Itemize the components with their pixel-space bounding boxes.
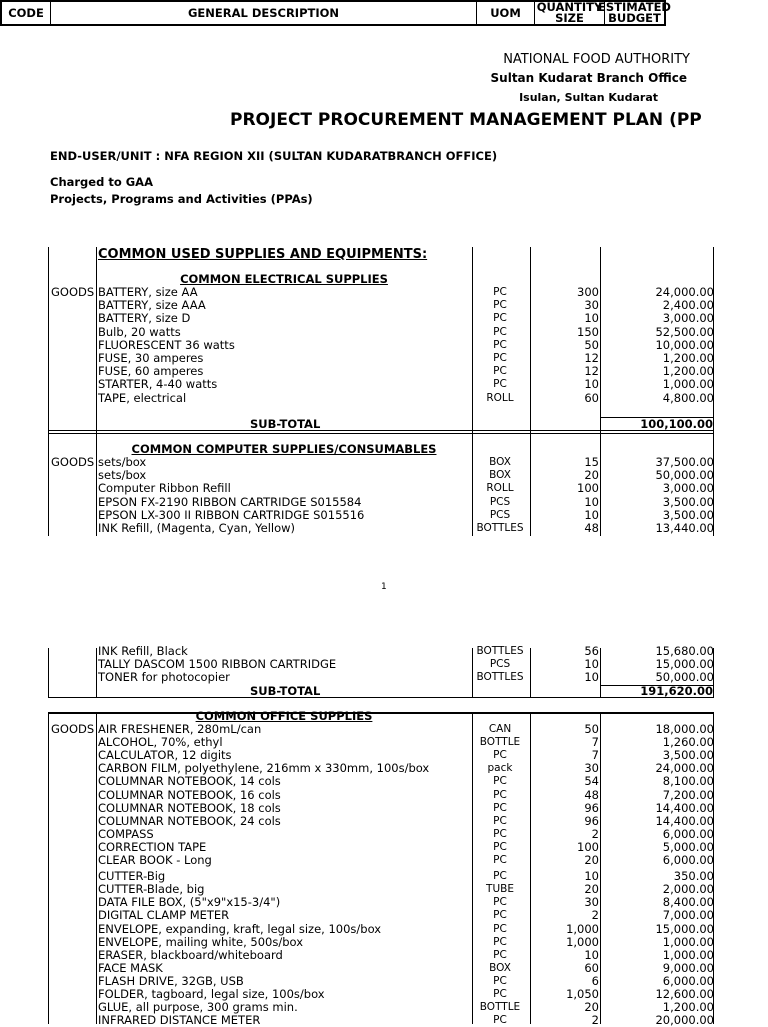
row-budget: 1,260.00 <box>662 735 714 750</box>
table-row <box>51 339 714 352</box>
row-description: FLASH DRIVE, 32GB, USB <box>98 973 244 988</box>
row-uom: CAN <box>488 723 512 735</box>
row-description: TALLY DASCOM 1500 RIBBON CARTRIDGE <box>98 657 337 672</box>
row-budget: 1,000.00 <box>662 947 714 962</box>
row-budget: 4,800.00 <box>662 390 714 405</box>
page-title: PROJECT PROCUREMENT MANAGEMENT PLAN (PP <box>230 110 702 130</box>
row-description: ENVELOPE, expanding, kraft, legal size, 100s/box <box>98 921 382 936</box>
ppa-line: Projects, Programs and Activities (PPAs) <box>50 192 313 206</box>
row-quantity: 20 <box>584 1000 599 1015</box>
row-budget: 3,000.00 <box>662 481 714 496</box>
table-border-left-p2 <box>48 648 49 698</box>
table-row <box>51 522 714 535</box>
row-quantity: 1,050 <box>566 987 599 1001</box>
table-row <box>51 988 714 1001</box>
row-quantity: 50 <box>584 722 599 736</box>
row-budget: 18,000.00 <box>655 722 714 736</box>
row-budget: 12,600.00 <box>655 987 714 1001</box>
row-budget: 7,200.00 <box>662 787 714 802</box>
column-header-description: GENERAL DESCRIPTION <box>50 2 476 24</box>
table-row <box>51 870 714 883</box>
row-description: EPSON FX-2190 RIBBON CARTRIDGE S015584 <box>98 494 362 509</box>
row-description: ERASER, blackboard/whiteboard <box>98 947 283 962</box>
row-budget: 1,000.00 <box>662 377 714 392</box>
table-row <box>51 762 714 775</box>
row-description: CUTTER-Big <box>98 869 166 884</box>
table-row <box>51 949 714 962</box>
row-uom: PC <box>493 827 507 840</box>
table-row <box>51 815 714 828</box>
row-budget: 3,000.00 <box>662 311 714 326</box>
row-uom: PC <box>493 870 507 883</box>
row-quantity: 100 <box>577 839 599 854</box>
category-computer: COMMON COMPUTER SUPPLIES/CONSUMABLES <box>131 442 437 456</box>
row-uom: TUBE <box>486 883 514 896</box>
row-description: CORRECTION TAPE <box>98 839 207 854</box>
row-quantity: 20 <box>584 468 599 483</box>
row-quantity: 48 <box>584 521 599 535</box>
row-quantity: 100 <box>577 481 599 496</box>
row-uom: BOX <box>489 961 511 974</box>
row-budget: 10,000.00 <box>655 337 714 352</box>
row-quantity: 96 <box>584 800 599 815</box>
row-quantity: 1,000 <box>566 934 599 949</box>
table-row <box>51 883 714 896</box>
row-quantity: 7 <box>591 735 599 750</box>
column-header-quantity: QUANTITY SIZE <box>534 2 604 24</box>
row-uom: BOX <box>489 469 511 482</box>
table-row <box>51 365 714 378</box>
table-row <box>51 896 714 909</box>
table-row <box>51 789 714 802</box>
category-office: COMMON OFFICE SUPPLIES <box>195 709 373 723</box>
row-quantity: 20 <box>584 882 599 897</box>
row-description: INK Refill, Black <box>98 644 188 658</box>
row-quantity: 10 <box>584 869 599 884</box>
row-budget: 3,500.00 <box>662 494 714 509</box>
table-row <box>51 1001 714 1014</box>
table-row <box>51 854 714 867</box>
row-budget: 2,400.00 <box>662 298 714 313</box>
row-uom: PC <box>493 814 507 827</box>
table-row <box>51 299 714 312</box>
table-row <box>51 736 714 749</box>
row-uom: PC <box>493 352 507 364</box>
row-quantity: 96 <box>584 813 599 828</box>
row-budget: 14,400.00 <box>655 800 714 815</box>
row-quantity: 30 <box>584 761 599 776</box>
row-uom: ROLL <box>486 391 514 404</box>
row-budget: 3,500.00 <box>662 748 714 763</box>
row-budget: 1,000.00 <box>662 934 714 949</box>
row-budget: 15,680.00 <box>655 644 714 658</box>
row-uom: PC <box>493 909 507 922</box>
row-budget: 15,000.00 <box>655 657 714 672</box>
row-quantity: 56 <box>584 644 599 658</box>
row-budget: 24,000.00 <box>655 285 714 299</box>
row-budget: 2,000.00 <box>662 882 714 897</box>
row-description: INFRARED DISTANCE METER <box>98 1013 261 1027</box>
row-budget: 14,400.00 <box>655 813 714 828</box>
row-description: INK Refill, (Magenta, Cyan, Yellow) <box>98 521 296 535</box>
table-row <box>51 469 714 482</box>
table-row <box>51 936 714 949</box>
row-budget: 6,000.00 <box>662 973 714 988</box>
branch-name: Sultan Kudarat Branch Office <box>490 71 687 85</box>
row-budget: 20,000.00 <box>655 1013 714 1027</box>
row-budget: 7,000.00 <box>662 908 714 923</box>
table-row <box>51 326 714 339</box>
table-row <box>51 658 714 671</box>
row-description: EPSON LX-300 II RIBBON CARTRIDGE S015516 <box>98 507 365 522</box>
table-row <box>51 802 714 815</box>
row-budget: 3,500.00 <box>662 507 714 522</box>
table-row <box>51 841 714 854</box>
row-quantity: 20 <box>584 853 599 867</box>
row-description: COLUMNAR NOTEBOOK, 16 cols <box>98 787 281 802</box>
row-description: CALCULATOR, 12 digits <box>98 748 232 763</box>
subtotal-rule-bottom <box>48 433 714 434</box>
row-description: GLUE, all purpose, 300 grams min. <box>98 1000 298 1015</box>
row-uom: PCS <box>489 508 511 521</box>
row-uom: PC <box>493 299 507 312</box>
row-description: BATTERY, size D <box>98 311 191 326</box>
table-row <box>51 509 714 522</box>
category-electrical: COMMON ELECTRICAL SUPPLIES <box>180 272 388 286</box>
table-row <box>51 352 714 365</box>
row-quantity: 10 <box>584 670 599 685</box>
row-uom: PC <box>493 788 507 801</box>
row-quantity: 30 <box>584 298 599 313</box>
row-quantity: 1,000 <box>566 921 599 936</box>
row-description: DIGITAL CLAMP METER <box>98 908 230 923</box>
row-description: Computer Ribbon Refill <box>98 481 231 496</box>
row-quantity: 10 <box>584 947 599 962</box>
row-budget: 50,000.00 <box>655 468 714 483</box>
row-description: TONER for photocopier <box>98 670 230 685</box>
row-uom: BOX <box>489 456 511 468</box>
row-uom: PC <box>493 974 507 987</box>
table-row <box>51 723 714 736</box>
row-description: FUSE, 30 amperes <box>98 351 204 365</box>
row-uom: PC <box>493 775 507 788</box>
row-uom: BOTTLES <box>476 671 524 684</box>
row-description: COLUMNAR NOTEBOOK, 14 cols <box>98 774 281 789</box>
subtotal-value-electrical: 100,100.00 <box>640 417 713 431</box>
row-uom: PC <box>493 840 507 853</box>
column-header-code: CODE <box>8 5 44 20</box>
row-quantity: 2 <box>591 1013 599 1027</box>
table-row <box>51 482 714 495</box>
table-row <box>51 378 714 391</box>
row-budget: 1,200.00 <box>662 1000 714 1015</box>
row-description: AIR FRESHENER, 280mL/can <box>98 722 262 736</box>
row-quantity: 300 <box>577 285 599 299</box>
row-description: FOLDER, tagboard, legal size, 100s/box <box>98 987 325 1001</box>
row-quantity: 12 <box>584 364 599 379</box>
branch-location: Isulan, Sultan Kudarat <box>519 91 658 104</box>
row-uom: PC <box>493 365 507 378</box>
row-description: CARBON FILM, polyethylene, 216mm x 330mm, 100s/box <box>98 761 430 776</box>
table-row <box>51 456 714 469</box>
table-row <box>51 312 714 325</box>
subtotal-rule-p2 <box>48 697 714 698</box>
row-description: COLUMNAR NOTEBOOK, 18 cols <box>98 800 281 815</box>
row-quantity: 10 <box>584 507 599 522</box>
row-quantity: 48 <box>584 787 599 802</box>
subtotal-rule-top <box>48 430 714 431</box>
row-quantity: 6 <box>591 973 599 988</box>
row-budget: 6,000.00 <box>662 826 714 841</box>
row-budget: 9,000.00 <box>662 960 714 975</box>
row-budget: 1,200.00 <box>662 364 714 379</box>
table-row <box>51 975 714 988</box>
row-description: STARTER, 4-40 watts <box>98 377 218 392</box>
row-budget: 15,000.00 <box>655 921 714 936</box>
row-code: GOODS <box>51 455 95 469</box>
table-row <box>51 909 714 922</box>
row-quantity: 12 <box>584 351 599 365</box>
table-row <box>51 645 714 658</box>
row-budget: 8,400.00 <box>662 895 714 910</box>
row-budget: 6,000.00 <box>662 853 714 867</box>
row-budget: 13,440.00 <box>655 521 714 535</box>
row-budget: 5,000.00 <box>662 839 714 854</box>
row-uom: PC <box>493 338 507 351</box>
row-description: sets/box <box>98 468 147 483</box>
table-border-left-p3 <box>48 712 49 1024</box>
row-code: GOODS <box>51 285 95 299</box>
row-uom: PC <box>493 948 507 961</box>
row-quantity: 54 <box>584 774 599 789</box>
table-row <box>51 496 714 509</box>
subtotal-label-computer: SUB-TOTAL <box>250 684 321 698</box>
row-quantity: 2 <box>591 826 599 841</box>
row-quantity: 30 <box>584 895 599 910</box>
section-title: COMMON USED SUPPLIES AND EQUIPMENTS: <box>98 247 428 262</box>
table-row <box>51 286 714 299</box>
row-description: BATTERY, size AAA <box>98 298 206 313</box>
table-row <box>51 828 714 841</box>
row-description: Bulb, 20 watts <box>98 324 181 339</box>
row-uom: PC <box>493 325 507 338</box>
row-uom: PCS <box>489 658 511 671</box>
row-uom: BOTTLE <box>479 1001 521 1014</box>
row-quantity: 60 <box>584 960 599 975</box>
row-description: ENVELOPE, mailing white, 500s/box <box>98 934 304 949</box>
row-uom: PC <box>493 286 507 298</box>
row-uom: PC <box>493 896 507 909</box>
row-description: FACE MASK <box>98 960 163 975</box>
row-code: GOODS <box>51 722 95 736</box>
row-description: BATTERY, size AA <box>98 285 198 299</box>
row-uom: PC <box>493 988 507 1000</box>
row-description: ALCOHOL, 70%, ethyl <box>98 735 223 750</box>
row-uom: BOTTLES <box>476 522 524 534</box>
row-uom: PC <box>493 854 507 866</box>
row-uom: PC <box>493 1014 507 1027</box>
row-description: FLUORESCENT 36 watts <box>98 337 235 352</box>
column-header-uom: UOM <box>476 2 534 24</box>
row-budget: 24,000.00 <box>655 761 714 776</box>
row-description: FUSE, 60 amperes <box>98 364 204 379</box>
table-row <box>51 775 714 788</box>
row-uom: BOTTLES <box>476 645 524 657</box>
table-row <box>51 392 714 405</box>
row-uom: PC <box>493 749 507 762</box>
row-quantity: 2 <box>591 908 599 923</box>
end-user-line: END-USER/UNIT : NFA REGION XII (SULTAN KUDARATBRANCH OFFICE) <box>50 149 498 163</box>
row-quantity: 60 <box>584 390 599 405</box>
row-description: TAPE, electrical <box>98 390 187 405</box>
row-budget: 350.00 <box>673 869 714 884</box>
row-budget: 50,000.00 <box>655 670 714 685</box>
row-budget: 8,100.00 <box>662 774 714 789</box>
row-quantity: 7 <box>591 748 599 763</box>
row-uom: pack <box>487 762 513 775</box>
row-description: COLUMNAR NOTEBOOK, 24 cols <box>98 813 281 828</box>
table-row <box>51 749 714 762</box>
row-description: DATA FILE BOX, (5"x9"x15-3/4") <box>98 895 281 910</box>
row-uom: PC <box>493 922 507 935</box>
row-description: CUTTER-Blade, big <box>98 882 205 897</box>
table-border-left <box>48 247 49 536</box>
page-number: 1 <box>381 582 387 592</box>
row-quantity: 10 <box>584 494 599 509</box>
charged-to-line: Charged to GAA <box>50 175 153 189</box>
row-quantity: 10 <box>584 377 599 392</box>
row-description: COMPASS <box>98 826 154 841</box>
subtotal-value-computer: 191,620.00 <box>640 684 713 698</box>
row-quantity: 10 <box>584 311 599 326</box>
row-uom: ROLL <box>486 482 514 495</box>
table-row <box>51 671 714 684</box>
row-quantity: 50 <box>584 337 599 352</box>
table-header <box>0 0 671 26</box>
row-quantity: 15 <box>584 455 599 469</box>
row-uom: PC <box>493 312 507 325</box>
row-budget: 37,500.00 <box>655 455 714 469</box>
table-row <box>51 1014 714 1027</box>
column-header-budget: ESTIMATED BUDGET <box>598 0 671 25</box>
row-uom: PC <box>493 378 507 391</box>
row-uom: BOTTLE <box>479 736 521 749</box>
subtotal-label-electrical: SUB-TOTAL <box>250 417 321 431</box>
org-name: NATIONAL FOOD AUTHORITY <box>503 52 690 67</box>
row-quantity: 150 <box>577 324 599 339</box>
row-quantity: 10 <box>584 657 599 672</box>
row-uom: PCS <box>489 495 511 508</box>
row-uom: PC <box>493 935 507 948</box>
row-description: CLEAR BOOK - Long <box>98 853 212 867</box>
table-row <box>51 962 714 975</box>
row-description: sets/box <box>98 455 147 469</box>
row-uom: PC <box>493 801 507 814</box>
row-budget: 52,500.00 <box>655 324 714 339</box>
row-budget: 1,200.00 <box>662 351 714 365</box>
table-row <box>51 923 714 936</box>
